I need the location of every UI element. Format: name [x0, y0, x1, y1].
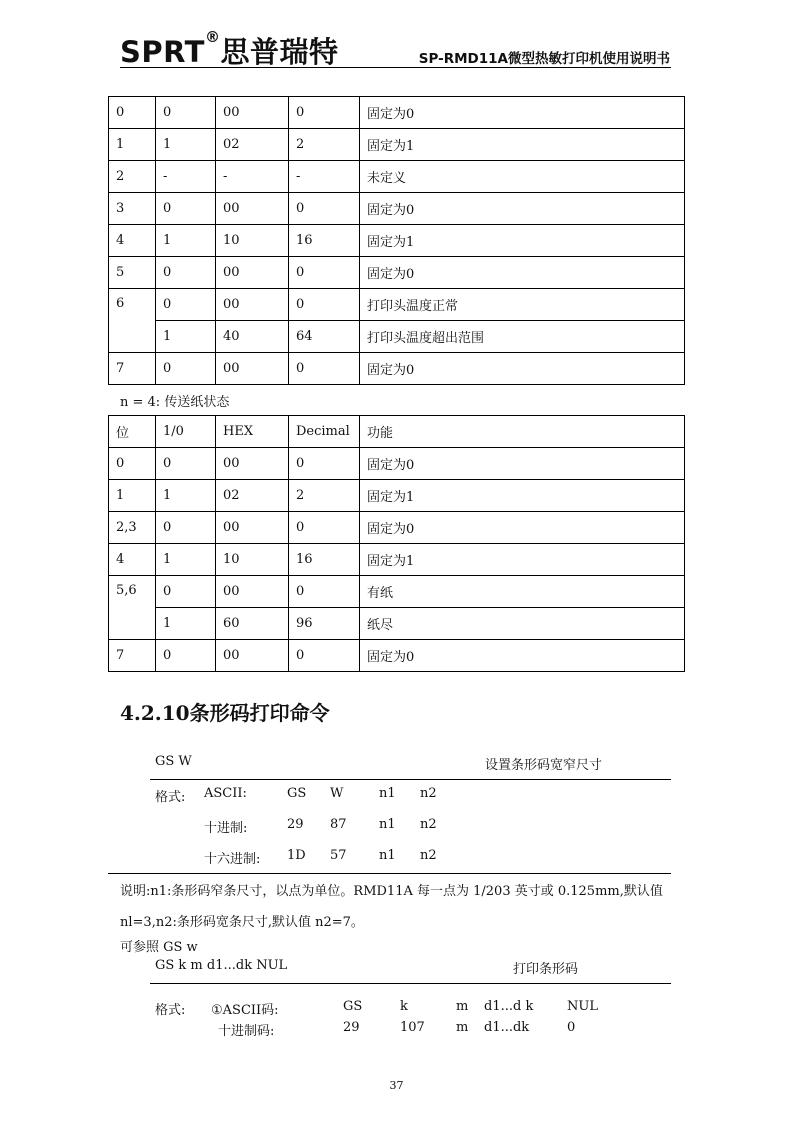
table-cell: 00	[216, 353, 289, 385]
table-cell: 2	[109, 161, 156, 193]
command-description: 打印条形码	[513, 962, 579, 977]
status-table-head-temp	[108, 96, 685, 385]
format-value: 57	[330, 848, 347, 863]
table-cell: 1	[156, 480, 216, 512]
registered-mark: ®	[204, 28, 221, 46]
command-divider	[150, 983, 671, 984]
table-cell: -	[156, 161, 216, 193]
format-row-label: 十进制:	[204, 821, 248, 836]
status-table-paper	[108, 415, 685, 672]
table-cell: 00	[216, 640, 289, 672]
table-cell: 2	[289, 480, 360, 512]
table-cell: 1	[109, 480, 156, 512]
table-cell: 未定义	[360, 161, 685, 193]
table-cell: 00	[216, 257, 289, 289]
format-value: n1	[379, 848, 396, 863]
table-cell: 固定为1	[360, 129, 685, 161]
table-row	[109, 321, 685, 353]
table-cell: 3	[109, 193, 156, 225]
table-cell: 4	[109, 225, 156, 257]
command-reference: 可参照 GS w	[120, 940, 198, 955]
table-cell: 0	[289, 193, 360, 225]
brand-logo	[120, 30, 338, 71]
format-value: n1	[379, 786, 396, 801]
command-name: GS k m d1...dk NUL	[155, 958, 288, 973]
table-row	[109, 225, 685, 257]
table-cell: 6	[109, 289, 156, 353]
format-value: 29	[343, 1020, 360, 1035]
table-cell: 0	[289, 257, 360, 289]
table-cell: 0	[109, 97, 156, 129]
column-header: 位	[109, 416, 156, 448]
table-row	[109, 512, 685, 544]
table-cell: 固定为0	[360, 512, 685, 544]
table-row	[109, 97, 685, 129]
table-cell: 固定为0	[360, 257, 685, 289]
table-cell: 0	[289, 576, 360, 608]
command-name: GS W	[155, 754, 192, 769]
table-cell: 固定为0	[360, 448, 685, 480]
format-value: m	[456, 999, 469, 1014]
table-cell: 0	[289, 353, 360, 385]
format-value: d1...d k	[484, 999, 534, 1014]
brand-name: SPRT	[120, 35, 205, 69]
format-value: 107	[400, 1020, 425, 1035]
table-cell: 打印头温度正常	[360, 289, 685, 321]
note-divider	[108, 873, 671, 874]
table-cell: 0	[156, 448, 216, 480]
format-label: 格式:	[155, 1003, 186, 1018]
format-value: NUL	[567, 999, 598, 1014]
column-header: 功能	[360, 416, 685, 448]
n4-label: n = 4: 传送纸状态	[120, 395, 230, 410]
table-cell: 5	[109, 257, 156, 289]
table-cell: 00	[216, 576, 289, 608]
table-cell: 0	[156, 576, 216, 608]
table-cell: 10	[216, 225, 289, 257]
table-cell: 1	[156, 129, 216, 161]
table-cell: 0	[289, 448, 360, 480]
table-row	[109, 480, 685, 512]
format-value: 0	[567, 1020, 576, 1035]
column-header: Decimal	[289, 416, 360, 448]
table-cell: 64	[289, 321, 360, 353]
format-value: n1	[379, 817, 396, 832]
table-cell: 0	[156, 640, 216, 672]
table-cell: 00	[216, 97, 289, 129]
table-cell: 02	[216, 129, 289, 161]
table-cell: 0	[289, 512, 360, 544]
table-cell: 0	[289, 97, 360, 129]
table-cell: 固定为1	[360, 544, 685, 576]
table-cell: 96	[289, 608, 360, 640]
format-value: 87	[330, 817, 347, 832]
table-cell: 0	[156, 512, 216, 544]
format-value: m	[456, 1020, 469, 1035]
table-row	[109, 161, 685, 193]
table-cell: 1	[156, 225, 216, 257]
table-cell: 0	[289, 640, 360, 672]
format-row-label: ASCII:	[204, 786, 247, 801]
table-cell: 固定为0	[360, 193, 685, 225]
column-header: 1/0	[156, 416, 216, 448]
table-cell: 02	[216, 480, 289, 512]
format-row-label: ①ASCII码:	[211, 1003, 279, 1018]
format-value: n2	[420, 848, 437, 863]
table-row	[109, 193, 685, 225]
table-cell: 固定为0	[360, 353, 685, 385]
table-row	[109, 289, 685, 321]
brand-name-cn: 思普瑞特	[220, 35, 339, 69]
table-cell: 4	[109, 544, 156, 576]
table-cell: 7	[109, 353, 156, 385]
table-row	[109, 257, 685, 289]
table-row	[109, 576, 685, 608]
command-note: nl=3,n2:条形码宽条尺寸,默认值 n2=7。	[120, 915, 364, 930]
table-cell: 7	[109, 640, 156, 672]
format-value: 29	[287, 817, 304, 832]
table-cell: 10	[216, 544, 289, 576]
table-row	[109, 129, 685, 161]
format-row-label: 十六进制:	[204, 852, 261, 867]
table-cell: 0	[289, 289, 360, 321]
table-cell: 00	[216, 448, 289, 480]
format-value: n2	[420, 817, 437, 832]
table-cell: 纸尽	[360, 608, 685, 640]
table-cell: 固定为1	[360, 480, 685, 512]
format-value: k	[400, 999, 408, 1014]
table-cell: 1	[156, 321, 216, 353]
table-cell: 固定为0	[360, 97, 685, 129]
command-description: 设置条形码宽窄尺寸	[485, 758, 603, 773]
table-cell: 16	[289, 225, 360, 257]
table-cell: 有纸	[360, 576, 685, 608]
table-cell: 60	[216, 608, 289, 640]
table-cell: 0	[156, 97, 216, 129]
section-heading: 4.2.10条形码打印命令	[120, 701, 330, 725]
command-note: 说明:n1:条形码窄条尺寸，以点为单位。RMD11A 每一点为 1/203 英寸或 0.125mm,默认值	[120, 884, 663, 899]
format-value: W	[330, 786, 344, 801]
table-header-row	[109, 416, 685, 448]
table-cell: 0	[109, 448, 156, 480]
document-title: SP-RMD11A微型热敏打印机使用说明书	[418, 51, 670, 67]
table-row	[109, 448, 685, 480]
format-value: GS	[343, 999, 363, 1014]
table-cell: 0	[156, 289, 216, 321]
command-divider	[150, 779, 671, 780]
column-header: HEX	[216, 416, 289, 448]
table-cell: 1	[109, 129, 156, 161]
table-cell: 0	[156, 193, 216, 225]
table-cell: 2	[289, 129, 360, 161]
table-row	[109, 544, 685, 576]
format-value: GS	[287, 786, 307, 801]
table-cell: 打印头温度超出范围	[360, 321, 685, 353]
table-cell: 0	[156, 257, 216, 289]
table-row	[109, 353, 685, 385]
table-row	[109, 608, 685, 640]
table-cell: 0	[156, 353, 216, 385]
table-cell: 固定为0	[360, 640, 685, 672]
table-cell: 00	[216, 289, 289, 321]
table-cell: 00	[216, 193, 289, 225]
format-row-label: 十进制码:	[218, 1024, 275, 1039]
page-number: 37	[389, 1079, 404, 1092]
table-cell: 00	[216, 512, 289, 544]
table-cell: 5,6	[109, 576, 156, 640]
table-cell: -	[216, 161, 289, 193]
table-cell: 1	[156, 544, 216, 576]
table-cell: 16	[289, 544, 360, 576]
table-cell: 固定为1	[360, 225, 685, 257]
table-row	[109, 640, 685, 672]
format-value: 1D	[287, 848, 306, 863]
table-cell: 40	[216, 321, 289, 353]
table-cell: 2,3	[109, 512, 156, 544]
format-value: d1...dk	[484, 1020, 530, 1035]
format-value: n2	[420, 786, 437, 801]
format-label: 格式:	[155, 790, 186, 805]
header-divider	[120, 67, 671, 68]
table-cell: -	[289, 161, 360, 193]
table-cell: 1	[156, 608, 216, 640]
